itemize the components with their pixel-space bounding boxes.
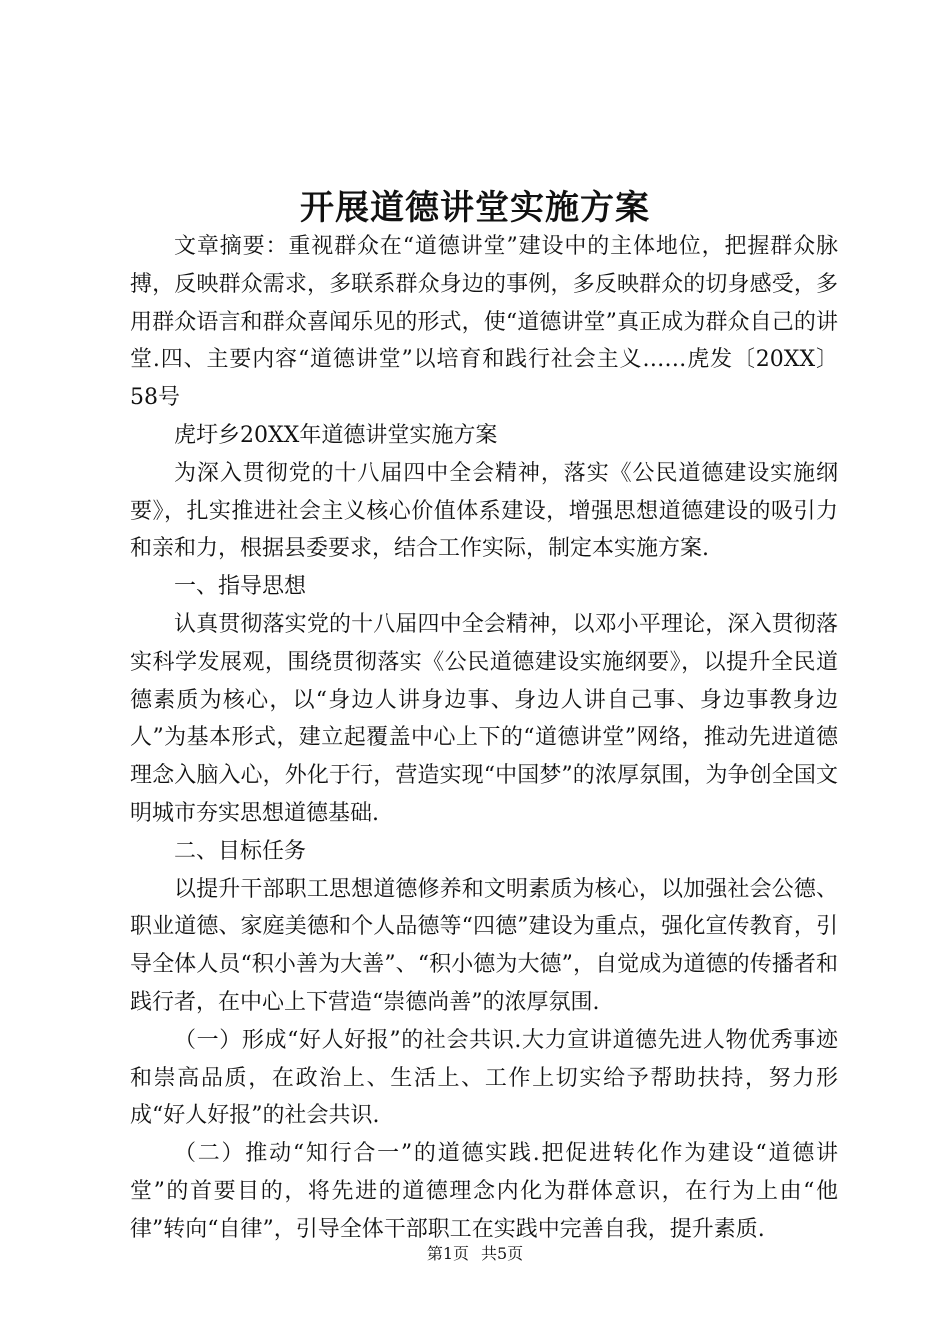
abstract-paragraph: 文章摘要：重视群众在“道德讲堂”建设中的主体地位，把握群众脉搏，反映群众需求，多联系群众身边的事例，多反映群众的切身感受，多用群众语言和群众喜闻乐见的形式，使“道德讲堂”真正成为群众自己的讲堂.四、主要内容“道德讲堂”以培育和践行社会主义……虎发〔20XX〕58号 xyxy=(130,234,838,411)
subsection-two-paragraph: （二）推动“知行合一”的道德实践.把促进转化作为建设“道德讲堂”的首要目的，将先进的道德理念内化为群体意识，在行为上由“他律”转向“自律”，引导全体干部职工在实践中完善自我，提升素质. xyxy=(130,1141,838,1242)
page-number: 第1页 xyxy=(426,1244,469,1263)
goals-tasks-paragraph: 以提升干部职工思想道德修养和文明素质为核心，以加强社会公德、职业道德、家庭美德和个人品德等“四德”建设为重点，强化宣传教育，引导全体人员“积小善为大善”、“积小德为大德”，自觉成为道德的传播者和践行者，在中心上下营造“崇德尚善”的浓厚氛围. xyxy=(130,876,838,1015)
guiding-ideology-paragraph: 认真贯彻落实党的十八届四中全会精神，以邓小平理论，深入贯彻落实科学发展观，围绕贯彻落实《公民道德建设实施纲要》，以提升全民道德素质为核心，以“身边人讲身边事、身边人讲自己事、身边事教身边人”为基本形式，建立起覆盖中心上下的“道德讲堂”网络，推动先进道德理念入脑入心，外化于行，营造实现“中国梦”的浓厚氛围，为争创全国文明城市夯实思想道德基础. xyxy=(130,611,838,826)
section-heading-guiding-ideology: 一、指导思想 xyxy=(174,574,307,600)
document-body xyxy=(130,228,838,1249)
page-footer xyxy=(0,1243,950,1265)
page-total: 共5页 xyxy=(481,1244,524,1263)
document-title: 开展道德讲堂实施方案 xyxy=(300,188,650,228)
subsection-one-paragraph: （一）形成“好人好报”的社会共识.大力宣讲道德先进人物优秀事迹和崇高品质，在政治上、生活上、工作上切实给予帮助扶持，努力形成“好人好报”的社会共识. xyxy=(130,1027,838,1129)
section-heading-goals-tasks: 二、目标任务 xyxy=(174,838,307,864)
subtitle-paragraph: 虎圩乡20XX年道德讲堂实施方案 xyxy=(174,422,498,448)
intro-paragraph: 为深入贯彻党的十八届四中全会精神，落实《公民道德建设实施纲要》，扎实推进社会主义核心价值体系建设，增强思想道德建设的吸引力和亲和力，根据县委要求，结合工作实际，制定本实施方案. xyxy=(130,460,838,562)
